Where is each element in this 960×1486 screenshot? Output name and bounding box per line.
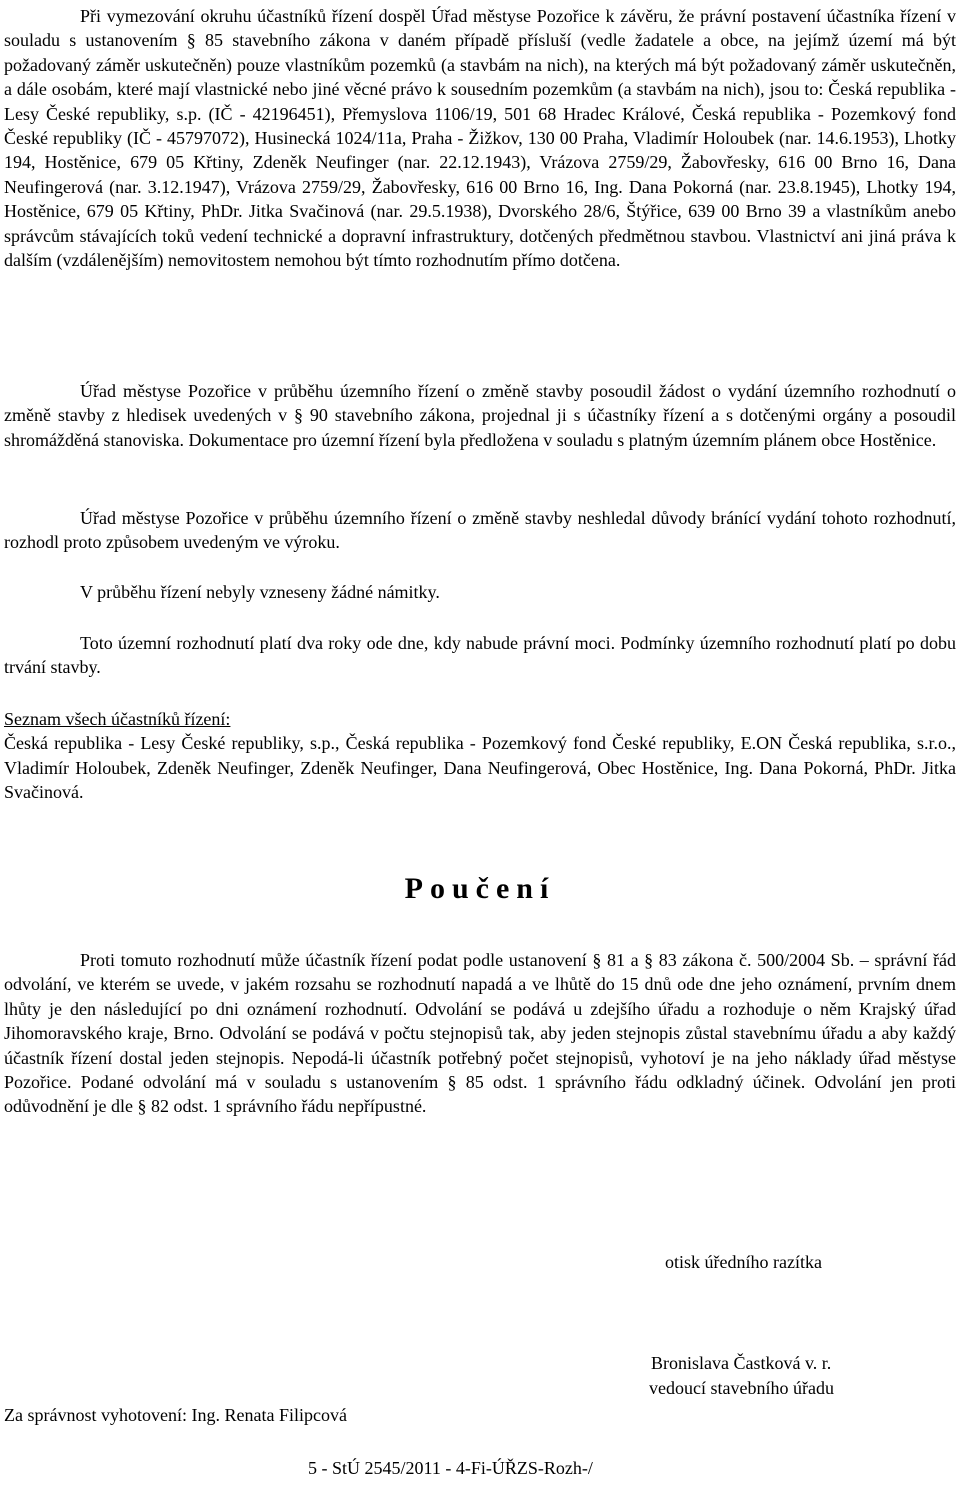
copy-verification: Za správnost vyhotovení: Ing. Renata Filipcová	[4, 1405, 347, 1425]
participants-list: Česká republika - Lesy České republiky, s.p., Česká republika - Pozemkový fond České republiky, E.ON Česká republika, s.r.o., Vladimír Holoubek, Zdeněk Neufinger, Zdeněk Neufinger, Dana Neufingerová, Obec Hostěnice, Ing. Dana Pokorná, PhDr. Jitka Svačinová.	[4, 733, 956, 803]
paragraph-participants-determination: Při vymezování okruhu účastníků řízení dospěl Úřad městyse Pozořice k závěru, že právní postavení účastníka řízení v souladu s ustanovením § 85 stavebního zákona v daném případě přísluší (vedle žadatele a obce, na jejímž území má být požadovaný záměr uskutečněn) pouze vlastníkům pozemků (a stavbám na nich), na kterých má být požadovaný záměr uskutečněn, a dále osobám, které mají vlastnické nebo jiné věcné právo k sousedním pozemkům (a stavbám na nich), jsou to: Česká republika - Lesy České republiky, s.p. (IČ - 42196451), Přemyslova 1106/19, 501 68 Hradec Králové, Česká republika - Pozemkový fond České republiky (IČ - 45797072), Husinecká 1024/11a, Praha - Žižkov, 130 00 Praha, Vladimír Holoubek (nar. 14.6.1953), Lhotky 194, Hostěnice, 679 05 Křtiny, Zdeněk Neufinger (nar. 22.12.1943), Vrázova 2759/29, Žabovřesky, 616 00 Brno 16, Dana Neufingerová (nar. 3.12.1947), Vrázova 2759/29, Žabovřesky, 616 00 Brno 16, Ing. Dana Pokorná (nar. 23.8.1945), Lhotky 194, Hostěnice, 679 05 Křtiny, PhDr. Jitka Svačinová (nar. 29.5.1938), Dvorského 28/6, Štýřice, 639 00 Brno 39 a vlastníkům anebo správcům stávajících toků vedení technické a dopravní infrastruktury, dotčených předmětnou stavbou. Vlastnictví ani jiná práva k dalším (vzdálenějším) nemovitostem nemohou být tímto rozhodnutím přímo dotčena.	[4, 6, 956, 271]
instruction-title: Poučení	[404, 872, 556, 905]
participants-heading: Seznam všech účastníků řízení:	[4, 709, 231, 729]
signature-role: vedoucí stavebního úřadu	[649, 1378, 834, 1398]
signature-name: Bronislava Častková v. r.	[651, 1353, 832, 1373]
participants-section	[4, 707, 956, 805]
instruction-text: Proti tomuto rozhodnutí může účastník řízení podat podle ustanovení § 81 a § 83 zákona č. 500/2004 Sb. – správní řád odvolání, ve kterém se uvede, v jakém rozsahu se rozhodnutí napadá a ve lhůtě do 15 dnů ode dne jeho oznámení, prvním dnem lhůty je den následující po dni oznámení rozhodnutí. Odvolání se podává u zdejšího úřadu a rozhoduje o něm Krajský úřad Jihomoravského kraje, Brno. Odvolání se podává v počtu stejnopisů tak, aby jeden stejnopis zůstal stavebnímu úřadu a aby každý účastník řízení dostal jeden stejnopis. Nepodá-li účastník potřebný počet stejnopisů, vyhotoví je na jeho náklady úřad městyse Pozořice. Podané odvolání má v souladu s ustanovením § 85 odst. 1 správního řádu odkladný účinek. Odvolání jen proti odůvodnění je dle § 82 odst. 1 správního řádu nepřípustné.	[4, 950, 956, 1117]
paragraph-assessment: Úřad městyse Pozořice v průběhu územního řízení o změně stavby posoudil žádost o vydání územního rozhodnutí o změně stavby z hledisek uvedených v § 90 stavebního zákona, projednal ji s účastníky řízení a s dotčenými orgány a posoudil shromážděná stanoviska. Dokumentace pro územní řízení byla předložena v souladu s platným územním plánem obce Hostěnice.	[4, 381, 956, 450]
paragraph-validity: Toto územní rozhodnutí platí dva roky ode dne, kdy nabude právní moci. Podmínky územního rozhodnutí platí po dobu trvání stavby.	[4, 633, 956, 678]
stamp-placeholder: otisk úředního razítka	[665, 1252, 822, 1272]
paragraph-no-objections: V průběhu řízení nebyly vzneseny žádné námitky.	[80, 582, 440, 602]
paragraph-no-obstacles: Úřad městyse Pozořice v průběhu územního řízení o změně stavby neshledal důvody bránící vydání tohoto rozhodnutí, rozhodl proto způsobem uvedeným ve výroku.	[4, 508, 956, 553]
page-footer: 5 - StÚ 2545/2011 - 4-Fi-ÚŘZS-Rozh-/	[308, 1458, 593, 1478]
